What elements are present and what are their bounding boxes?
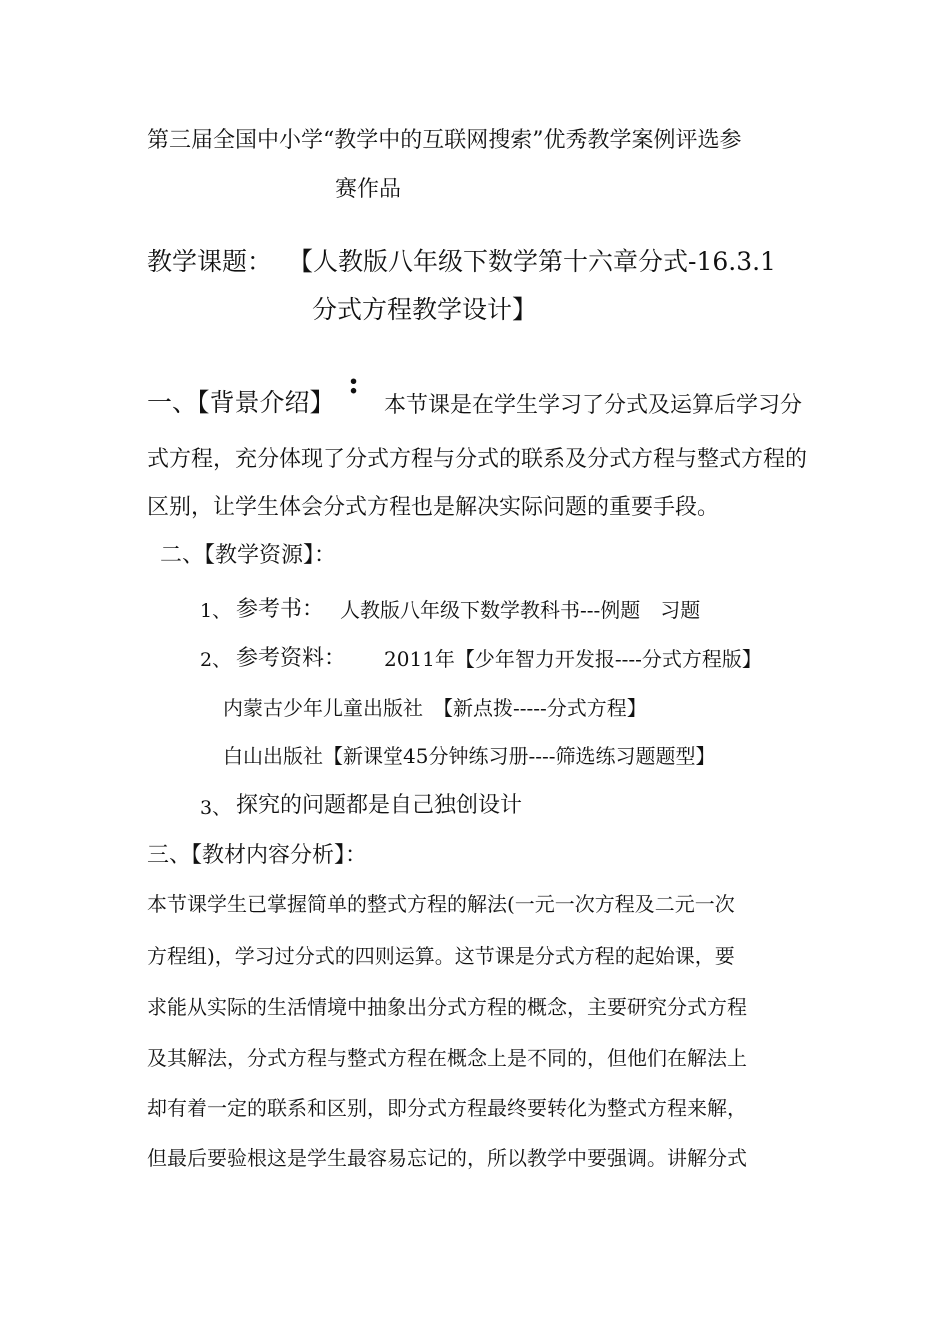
- document-title-line2: 赛作品: [335, 177, 402, 202]
- section3-body-line: 却有着一定的联系和区别，即分式方程最终要转化为整式方程来解，: [147, 1096, 747, 1120]
- section3-body-line: 方程组)，学习过分式的四则运算。这节课是分式方程的起始课，要: [147, 944, 735, 968]
- section2-heading: 二、【教学资源】：: [160, 543, 337, 568]
- section3-body-line: 及其解法，分式方程与整式方程在概念上是不同的，但他们在解法上: [147, 1046, 747, 1070]
- resource-item1-number: 1、: [200, 600, 232, 622]
- section1-colon-mark: :: [348, 366, 360, 401]
- section3-heading: 三、【教材内容分析】：: [147, 843, 368, 868]
- resource-item3-number: 3、: [200, 797, 232, 819]
- resource-item2-number: 2、: [200, 649, 232, 671]
- document-title-line1: 第三届全国中小学“教学中的互联网搜索”优秀教学案例评选参: [147, 128, 742, 153]
- resource-item1-text: 人教版八年级下数学教科书---例题 习题: [340, 598, 701, 622]
- resource-item2-line2: 内蒙古少年儿童出版社 【新点拨-----分式方程】: [223, 696, 647, 720]
- resource-item2-line3: 白山出版社【新课堂45分钟练习册----筛选练习题题型】: [223, 744, 716, 768]
- section1-body-line2: 式方程，充分体现了分式方程与分式的联系及分式方程与整式方程的: [147, 447, 808, 472]
- resource-item2-text: 2011年【少年智力开发报----分式方程版】: [384, 647, 762, 671]
- resource-item3-text: 探究的问题都是自己独创设计: [236, 793, 523, 818]
- topic-value-line1: 【人教版八年级下数学第十六章分式-16.3.1: [288, 247, 776, 276]
- section3-body-line: 求能从实际的生活情境中抽象出分式方程的概念，主要研究分式方程: [147, 995, 747, 1019]
- resource-item2-label: 参考资料：: [236, 646, 347, 671]
- section3-body-line: 本节课学生已掌握简单的整式方程的解法(一元一次方程及二元一次: [147, 892, 735, 916]
- section1-heading: 一、【背景介绍】: [147, 388, 335, 417]
- resource-item1-label: 参考书：: [236, 597, 325, 622]
- section3-body-line: 但最后要验根这是学生最容易忘记的，所以教学中要强调。讲解分式: [147, 1146, 747, 1170]
- section1-body-line1: 本节课是在学生学习了分式及运算后学习分: [384, 393, 803, 418]
- topic-value-line2: 分式方程教学设计】: [312, 295, 538, 324]
- topic-label: 教学课题：: [147, 247, 273, 276]
- section1-body-line3: 区别，让学生体会分式方程也是解决实际问题的重要手段。: [147, 495, 720, 520]
